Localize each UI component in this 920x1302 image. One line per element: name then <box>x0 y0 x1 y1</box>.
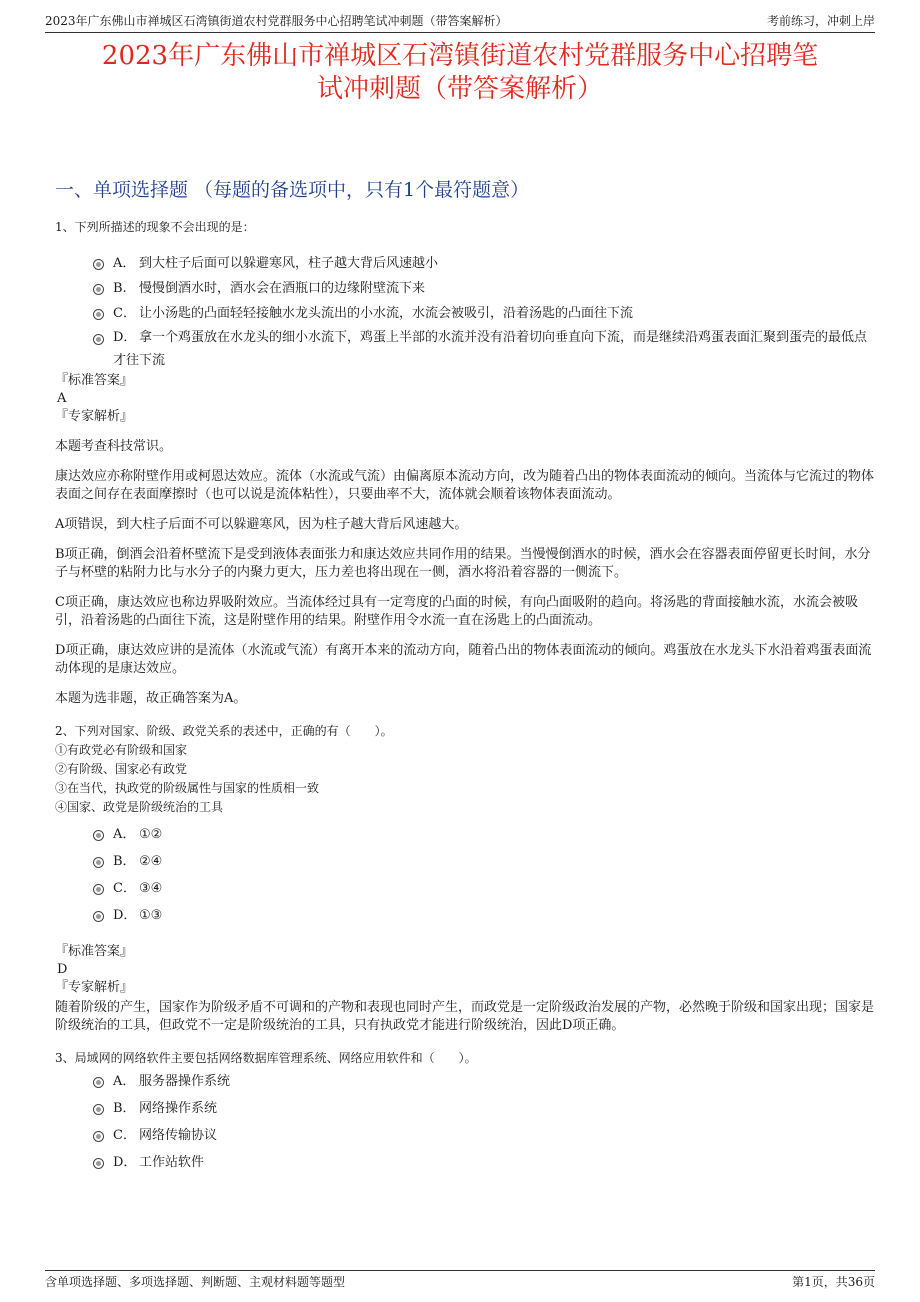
option-text: ②④ <box>139 854 163 869</box>
option-a[interactable] <box>55 251 875 276</box>
expert-analysis-label: 『专家解析』 <box>55 409 134 424</box>
option-label: C． <box>113 1128 136 1143</box>
option-label: B. <box>113 281 127 296</box>
option-b[interactable] <box>55 276 875 301</box>
standard-answer-value: D <box>57 962 68 977</box>
option-label: B． <box>113 854 136 869</box>
option-text: 网络操作系统 <box>139 1101 218 1116</box>
page-number: 第1页，共36页 <box>792 1275 875 1289</box>
question-content <box>55 218 875 1176</box>
section-heading: 一、单项选择题 （每题的备选项中，只有1个最符题意） <box>55 179 530 201</box>
radio-icon[interactable] <box>93 1077 104 1088</box>
header-slogan: 考前练习，冲刺上岸 <box>766 14 875 28</box>
option-label: B． <box>113 1101 136 1116</box>
option-c[interactable] <box>55 301 875 326</box>
question-stem: 1、下列所描述的现象不会出现的是： <box>55 220 255 234</box>
question-1 <box>55 218 875 708</box>
option-label: C． <box>113 881 136 896</box>
statement: ④国家、政党是阶级统治的工具 <box>55 800 224 814</box>
option-label: A． <box>113 1074 136 1089</box>
question-3 <box>55 1049 875 1176</box>
option-label: C． <box>113 306 136 321</box>
radio-icon[interactable] <box>93 1131 104 1142</box>
question-stem: 3、局域网的网络软件主要包括网络数据库管理系统、网络应用软件和（ ）。 <box>55 1051 477 1065</box>
radio-icon[interactable] <box>93 334 104 345</box>
standard-answer-label: 『标准答案』 <box>55 944 134 959</box>
option-a[interactable] <box>55 821 875 848</box>
option-text: 让小汤匙的凸面轻轻接触水龙头流出的小水流，水流会被吸引，沿着汤匙的凸面往下流 <box>139 306 634 321</box>
option-b[interactable] <box>55 848 875 875</box>
analysis-paragraph: D项正确，康达效应讲的是流体（水流或气流）有离开本来的流动方向，随着凸出的物体表面流动的倾向。鸡蛋放在水龙头下水沿着鸡蛋表面流动体现的是康达效应。 <box>55 643 872 676</box>
standard-answer-label: 『标准答案』 <box>55 373 134 388</box>
option-c[interactable] <box>55 1122 875 1149</box>
option-a[interactable] <box>55 1068 875 1095</box>
analysis-paragraph: B项正确，倒酒会沿着杯壁流下是受到液体表面张力和康达效应共同作用的结果。当慢慢倒酒水的时候，酒水会在容器表面停留更长时间，水分子与杯壁的粘附力比与水分子的内聚力更大，压力差也将出现在一侧，酒水将沿着容器的一侧流下。 <box>55 547 871 580</box>
question-2 <box>55 722 875 1035</box>
option-text: ①③ <box>139 908 163 923</box>
radio-icon[interactable] <box>93 884 104 895</box>
radio-icon[interactable] <box>93 1104 104 1115</box>
title-line-2: 试冲刺题（带答案解析） <box>316 74 603 104</box>
option-text: 工作站软件 <box>139 1155 205 1170</box>
option-d[interactable] <box>55 1149 875 1176</box>
analysis-paragraph: 随着阶级的产生，国家作为阶级矛盾不可调和的产物和表现也同时产生，而政党是一定阶级政治发展的产物，必然晚于阶级和国家出现；国家是阶级统治的工具，但政党不一定是阶级统治的工具，只有执政党才能进行阶级统治，因此D项正确。 <box>55 1000 875 1033</box>
option-text: ③④ <box>139 881 163 896</box>
option-d[interactable] <box>55 326 875 372</box>
header-doc-title: 2023年广东佛山市禅城区石湾镇街道农村党群服务中心招聘笔试冲刺题（带答案解析） <box>45 14 508 28</box>
page-footer <box>45 1270 875 1289</box>
option-label: A． <box>113 827 136 842</box>
option-text: 慢慢倒酒水时，酒水会在酒瓶口的边缘附壁流下来 <box>139 281 426 296</box>
radio-icon[interactable] <box>93 284 104 295</box>
analysis-paragraph: 本题为选非题，故正确答案为A。 <box>55 691 247 706</box>
analysis-paragraph: C项正确，康达效应也称边界吸附效应。当流体经过具有一定弯度的凸面的时候，有向凸面吸附的趋向。将汤匙的背面接触水流，水流会被吸引，沿着汤匙的凸面往下流，这是附壁作用的结果。附壁作用令水流一直在汤匙上的凸面流动。 <box>55 595 858 628</box>
question-stem: 2、下列对国家、阶级、政党关系的表述中，正确的有（ ）。 <box>55 724 393 738</box>
expert-analysis-label: 『专家解析』 <box>55 980 134 995</box>
option-text: 网络传输协议 <box>139 1128 218 1143</box>
statement: ①有政党必有阶级和国家 <box>55 743 188 757</box>
option-c[interactable] <box>55 875 875 902</box>
statement: ②有阶级、国家必有政党 <box>55 762 188 776</box>
radio-icon[interactable] <box>93 911 104 922</box>
option-text: ①② <box>139 827 163 842</box>
radio-icon[interactable] <box>93 259 104 270</box>
option-label: D． <box>113 1155 137 1170</box>
analysis-paragraph: 本题考查科技常识。 <box>55 439 173 454</box>
option-d[interactable] <box>55 902 875 929</box>
option-label: D． <box>113 330 137 345</box>
radio-icon[interactable] <box>93 830 104 841</box>
analysis-paragraph: 康达效应亦称附壁作用或柯恩达效应。流体（水流或气流）由偏离原本流动方向，改为随着凸出的物体表面流动的倾向。当流体与它流过的物体表面之间存在表面摩擦时（也可以说是流体粘性），只要曲率不大，流体就会顺着该物体表面流动。 <box>55 469 875 502</box>
radio-icon[interactable] <box>93 1158 104 1169</box>
option-text: 到大柱子后面可以躲避寒风，柱子越大背后风速越小 <box>139 256 439 271</box>
footer-question-types: 含单项选择题、多项选择题、判断题、主观材料题等题型 <box>45 1275 346 1289</box>
radio-icon[interactable] <box>93 309 104 320</box>
option-b[interactable] <box>55 1095 875 1122</box>
analysis-paragraph: A项错误，到大柱子后面不可以躲避寒风，因为柱子越大背后风速越大。 <box>55 517 468 532</box>
statement: ③在当代，执政党的阶级属性与国家的性质相一致 <box>55 781 320 795</box>
option-text: 服务器操作系统 <box>139 1074 231 1089</box>
page-title <box>45 40 875 106</box>
option-label: D． <box>113 908 137 923</box>
radio-icon[interactable] <box>93 857 104 868</box>
title-line-1: 2023年广东佛山市禅城区石湾镇街道农村党群服务中心招聘笔 <box>101 41 819 71</box>
option-text: 拿一个鸡蛋放在水龙头的细小水流下，鸡蛋上半部的水流并没有沿着切向垂直向下流，而是继续沿鸡蛋表面汇聚到蛋壳的最低点才往下流 <box>113 330 868 368</box>
standard-answer-value: A <box>57 391 67 406</box>
option-label: A． <box>113 256 136 271</box>
page-header <box>45 12 875 33</box>
